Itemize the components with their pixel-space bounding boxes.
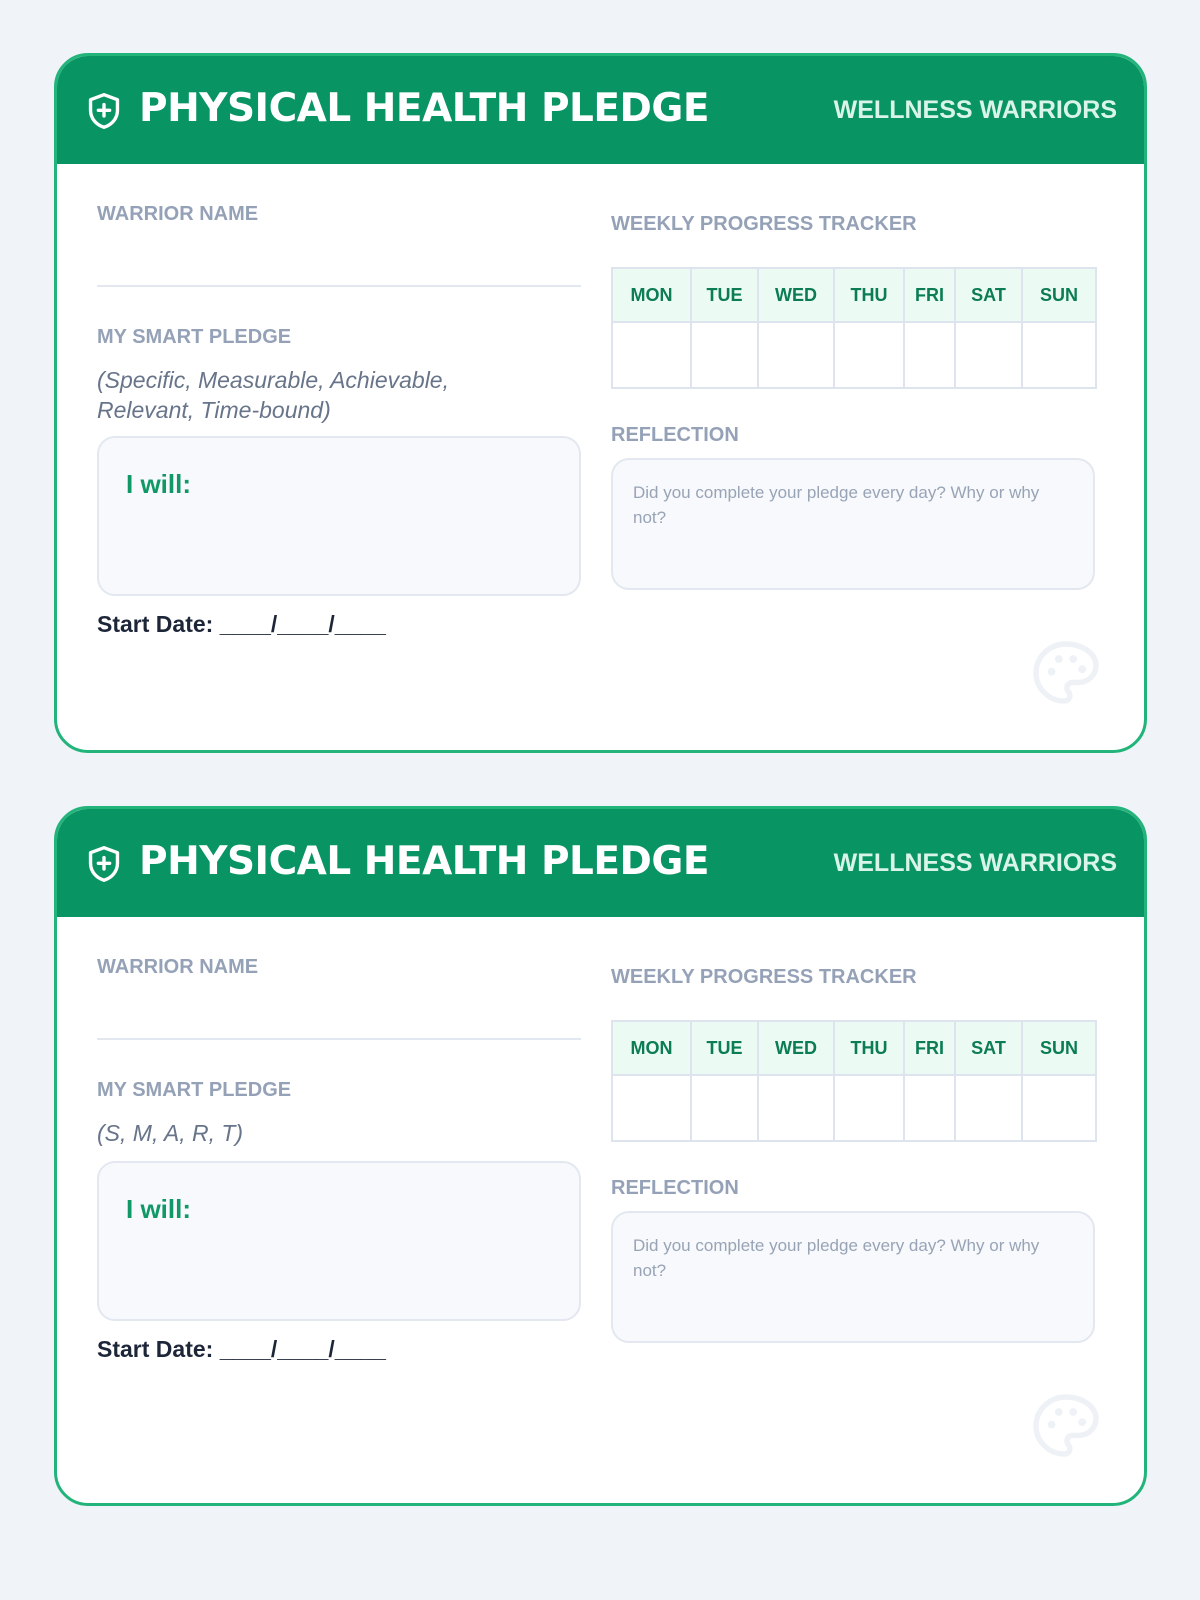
tracker-header-row: [612, 268, 1096, 322]
warrior-name-field[interactable]: [97, 285, 581, 287]
tracker-check-row: [612, 1075, 1096, 1141]
reflection-label: REFLECTION: [611, 424, 739, 446]
smart-hint: (Specific, Measurable, Achievable, Relevant, Time-bound): [97, 367, 449, 423]
brand-name: WELLNESS WARRIORS: [833, 96, 1117, 124]
tracker-day-cell[interactable]: [612, 1075, 691, 1141]
weekly-tracker: [611, 1020, 1097, 1142]
pledge-input-box[interactable]: [97, 436, 581, 596]
tracker-day-header: SUN: [1022, 1021, 1096, 1075]
start-date: Start Date: ____/____/____: [97, 1336, 386, 1362]
brand-name: WELLNESS WARRIORS: [833, 849, 1117, 877]
tracker-day-header: TUE: [691, 268, 758, 322]
tracker-day-cell[interactable]: [1022, 1075, 1096, 1141]
i-will-prompt: I will:: [126, 1194, 191, 1224]
i-will-prompt: I will:: [126, 469, 191, 499]
tracker-day-header: MON: [612, 268, 691, 322]
card-header: [57, 56, 1144, 164]
warrior-name-label: WARRIOR NAME: [97, 956, 259, 978]
tracker-day-cell[interactable]: [904, 1075, 955, 1141]
tracker-day-header: WED: [758, 1021, 834, 1075]
tracker-check-row: [612, 322, 1096, 388]
tracker-day-cell[interactable]: [691, 1075, 758, 1141]
tracker-day-header: SAT: [955, 268, 1022, 322]
shield-plus-icon: [87, 92, 121, 130]
pledge-input-box[interactable]: [97, 1161, 581, 1321]
tracker-day-header: THU: [834, 268, 904, 322]
smart-pledge-label: MY SMART PLEDGE: [97, 1079, 292, 1101]
pledge-card: [54, 806, 1147, 1506]
tracker-day-cell[interactable]: [612, 322, 691, 388]
shield-plus-icon: [87, 845, 121, 883]
tracker-day-cell[interactable]: [834, 1075, 904, 1141]
reflection-input[interactable]: [611, 1211, 1095, 1343]
start-date: Start Date: ____/____/____: [97, 611, 386, 637]
tracker-label: WEEKLY PROGRESS TRACKER: [611, 213, 917, 235]
tracker-day-cell[interactable]: [955, 1075, 1022, 1141]
tracker-day-header: TUE: [691, 1021, 758, 1075]
tracker-day-cell[interactable]: [758, 322, 834, 388]
palette-icon: [1030, 638, 1102, 710]
warrior-name-field[interactable]: [97, 1038, 581, 1040]
pledge-card: [54, 53, 1147, 753]
palette-icon: [1030, 1391, 1102, 1463]
tracker-day-cell[interactable]: [691, 322, 758, 388]
tracker-header-row: [612, 1021, 1096, 1075]
weekly-tracker: [611, 267, 1097, 389]
card-title: PHYSICAL HEALTH PLEDGE: [139, 839, 710, 884]
tracker-day-cell[interactable]: [758, 1075, 834, 1141]
tracker-day-header: FRI: [904, 268, 955, 322]
tracker-day-header: SAT: [955, 1021, 1022, 1075]
tracker-day-header: SUN: [1022, 268, 1096, 322]
tracker-day-cell[interactable]: [1022, 322, 1096, 388]
tracker-day-header: WED: [758, 268, 834, 322]
tracker-day-cell[interactable]: [834, 322, 904, 388]
reflection-placeholder: Did you complete your pledge every day? Why or why not?: [633, 1236, 1040, 1280]
tracker-day-header: FRI: [904, 1021, 955, 1075]
smart-hint: (S, M, A, R, T): [97, 1120, 244, 1146]
card-header: [57, 809, 1144, 917]
card-title: PHYSICAL HEALTH PLEDGE: [139, 86, 710, 131]
tracker-day-header: THU: [834, 1021, 904, 1075]
warrior-name-label: WARRIOR NAME: [97, 203, 259, 225]
tracker-day-cell[interactable]: [955, 322, 1022, 388]
reflection-input[interactable]: [611, 458, 1095, 590]
smart-pledge-label: MY SMART PLEDGE: [97, 326, 292, 348]
tracker-label: WEEKLY PROGRESS TRACKER: [611, 966, 917, 988]
reflection-placeholder: Did you complete your pledge every day? Why or why not?: [633, 483, 1040, 527]
reflection-label: REFLECTION: [611, 1177, 739, 1199]
tracker-day-cell[interactable]: [904, 322, 955, 388]
tracker-day-header: MON: [612, 1021, 691, 1075]
